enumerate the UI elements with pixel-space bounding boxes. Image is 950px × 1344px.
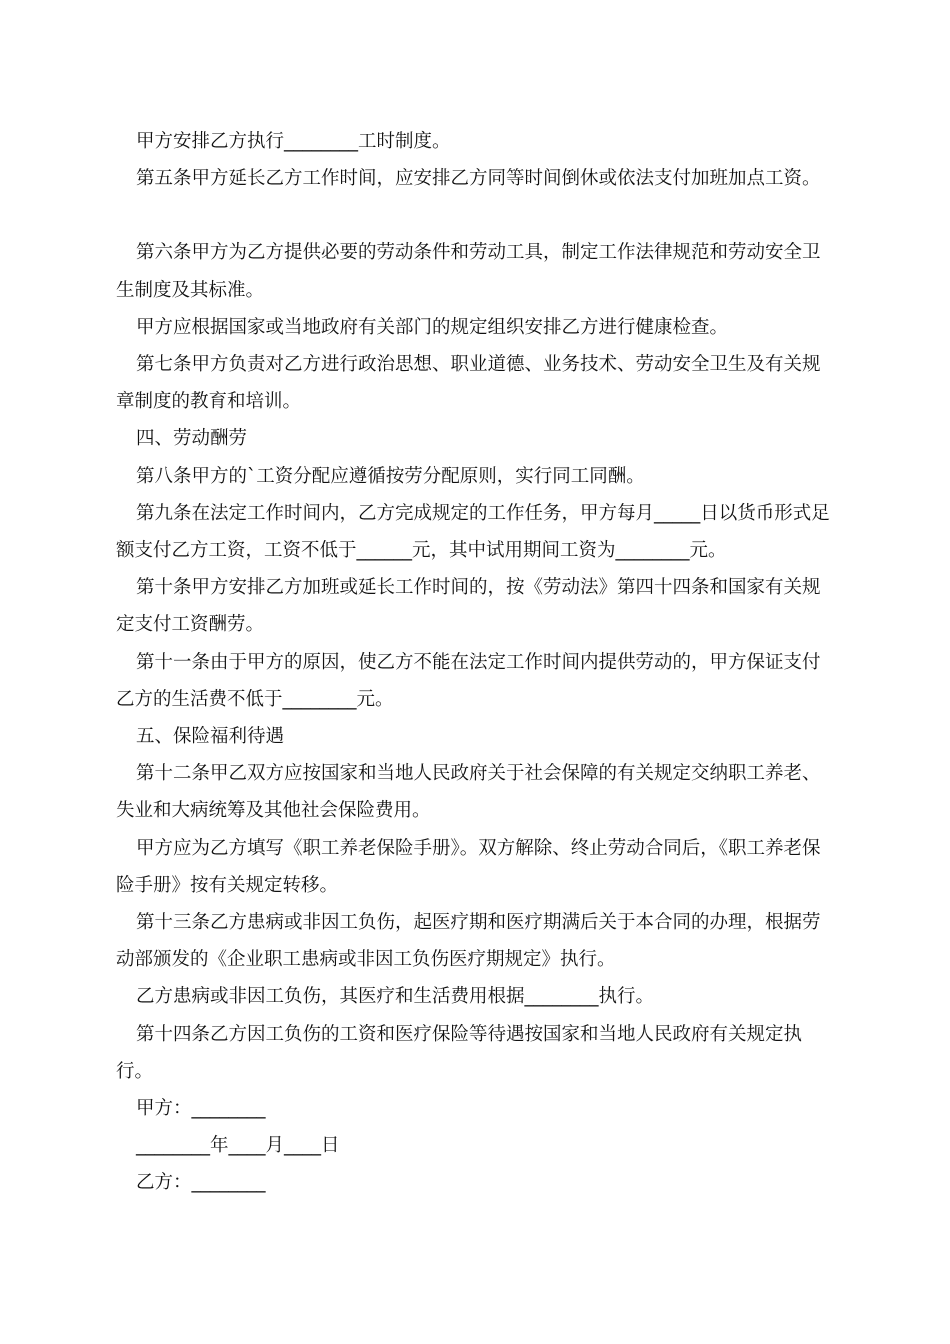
paragraph-article-10: 第十条甲方安排乙方加班或延长工作时间的，按《劳动法》第四十四条和国家有关规定支付工资酬劳。 (116, 577, 821, 636)
paragraph-article-9: 第九条在法定工作时间内，乙方完成规定的工作任务，甲方每月_____日以货币形式足额支付乙方工资，工资不低于______元，其中试用期间工资为________元。 (116, 502, 830, 562)
paragraph-article-6: 第六条甲方为乙方提供必要的劳动条件和劳动工具，制定工作法律规范和劳动安全卫生制度及其标准。 (116, 242, 821, 301)
signature-party-b: 乙方：________ (136, 1172, 266, 1194)
signature-party-a: 甲方：________ (136, 1098, 266, 1120)
paragraph-work-hours: 甲方安排乙方执行________工时制度。 (136, 131, 451, 152)
paragraph-insurance-handbook: 甲方应为乙方填写《职工养老保险手册》。双方解除、终止劳动合同后，《职工养老保险手册》按有关规定转移。 (116, 837, 821, 896)
paragraph-article-8: 第八条甲方的`工资分配应遵循按劳分配原则，实行同工同酬。 (136, 465, 645, 487)
paragraph-article-12: 第十二条甲乙双方应按国家和当地人民政府关于社会保障的有关规定交纳职工养老、失业和大病统筹及其他社会保险费用。 (116, 763, 821, 822)
paragraph-medical-costs: 乙方患病或非因工负伤，其医疗和生活费用根据________执行。 (136, 986, 655, 1008)
signature-date: ________年____月____日 (136, 1135, 340, 1157)
blank-line (116, 197, 836, 234)
paragraph-article-11: 第十一条由于甲方的原因，使乙方不能在法定工作时间内提供劳动的，甲方保证支付乙方的生活费不低于________元。 (116, 651, 821, 710)
paragraph-article-14: 第十四条乙方因工负伤的工资和医疗保险等待遇按国家和当地人民政府有关规定执行。 (116, 1023, 803, 1082)
section-heading-remuneration: 四、劳动酬劳 (136, 428, 248, 450)
paragraph-article-5: 第五条甲方延长乙方工作时间，应安排乙方同等时间倒休或依法支付加班加点工资。 (136, 168, 821, 190)
paragraph-health-check: 甲方应根据国家或当地政府有关部门的规定组织安排乙方进行健康检查。 (136, 316, 729, 338)
section-heading-insurance: 五、保险福利待遇 (136, 726, 285, 748)
paragraph-article-13: 第十三条乙方患病或非因工负伤，起医疗期和医疗期满后关于本合同的办理，根据劳动部颁发的《企业职工患病或非因工负伤医疗期规定》执行。 (116, 912, 821, 971)
document-body (116, 123, 836, 1202)
paragraph-article-7: 第七条甲方负责对乙方进行政治思想、职业道德、业务技术、劳动安全卫生及有关规章制度的教育和培训。 (116, 354, 821, 413)
